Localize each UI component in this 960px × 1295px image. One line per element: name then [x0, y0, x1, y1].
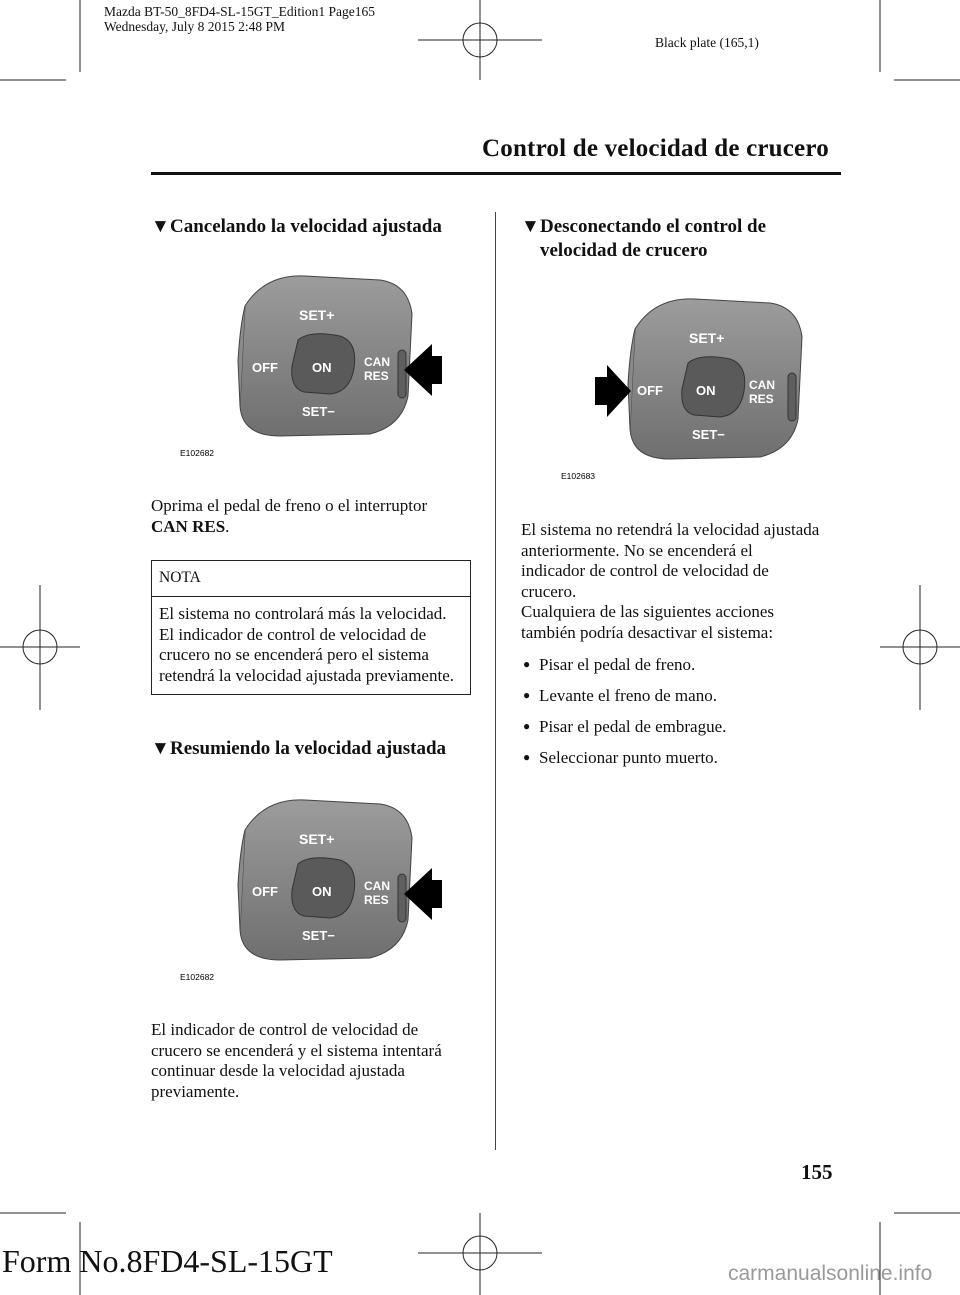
- date-line: Wednesday, July 8 2015 2:48 PM: [104, 19, 286, 34]
- pointer-arrow-icon: [595, 365, 631, 417]
- set-minus-label: SET−: [302, 928, 335, 943]
- bullet-dot-icon: ●: [523, 688, 531, 702]
- cruise-switch-illustration: [170, 790, 455, 990]
- note-box: [151, 560, 471, 695]
- cruise-switch-illustration: [170, 266, 455, 466]
- list-item-text: Pisar el pedal de embrague.: [539, 717, 727, 736]
- figure-disconnect: [555, 295, 840, 495]
- section-title: Control de velocidad de crucero: [482, 135, 829, 162]
- bullet-dot-icon: ●: [523, 750, 531, 764]
- bullet-dot-icon: ●: [523, 657, 531, 671]
- heading-disconnect: [521, 215, 841, 263]
- triangle-down-icon: ▼: [521, 216, 540, 237]
- set-plus-label: SET+: [299, 307, 335, 323]
- list-item: [523, 685, 823, 716]
- file-info-line: Mazda BT-50_8FD4-SL-15GT_Edition1 Page165: [104, 4, 375, 19]
- heading-disconnect-line1: Desconectando el control de: [540, 216, 767, 237]
- note-heading: NOTA: [152, 561, 470, 597]
- off-label: OFF: [252, 884, 278, 899]
- res-label: RES: [364, 893, 389, 907]
- set-plus-label: SET+: [689, 330, 725, 346]
- plate-label: Black plate (165,1): [655, 35, 759, 50]
- on-label: ON: [312, 360, 332, 375]
- paragraph-cancel: [151, 496, 471, 537]
- column-divider: [495, 212, 496, 1150]
- on-label: ON: [696, 383, 716, 398]
- note-body: El sistema no controlará más la velocidad. El indicador de control de velocidad de crucero no se encenderá pero el sistema retendrá la velocidad ajustada previamente.: [159, 604, 454, 685]
- heading-resume-text: Resumiendo la velocidad ajustada: [170, 738, 447, 759]
- figure-resume: [170, 790, 455, 990]
- list-item-text: Pisar el pedal de freno.: [539, 655, 696, 674]
- paragraph-disconnect: El sistema no retendrá la velocidad ajustada anteriormente. No se encenderá el indicador de control de velocidad de crucero.: [521, 520, 820, 601]
- paragraph-actions: Cualquiera de las siguientes acciones también podría desactivar el sistema:: [521, 602, 775, 642]
- paragraph-cancel-end: .: [225, 516, 230, 536]
- bullet-dot-icon: ●: [523, 719, 531, 733]
- paragraph-resume: El indicador de control de velocidad de crucero se encenderá y el sistema intentará continuar desde la velocidad ajustada previamente.: [151, 1020, 442, 1101]
- list-item: [523, 716, 823, 747]
- list-item: [523, 654, 823, 685]
- triangle-down-icon: ▼: [151, 738, 170, 759]
- off-label: OFF: [637, 383, 663, 398]
- heading-cancel-text: Cancelando la velocidad ajustada: [170, 216, 442, 237]
- bullet-list: [523, 654, 823, 778]
- cruise-switch-illustration: [555, 295, 840, 495]
- figure-cancel: [170, 266, 455, 466]
- watermark: carmanualsonline.info: [728, 1262, 933, 1285]
- heading-disconnect-line2: velocidad de crucero: [540, 240, 708, 261]
- set-minus-label: SET−: [692, 427, 725, 442]
- form-number: Form No.8FD4-SL-15GT: [2, 1243, 333, 1279]
- list-item: [523, 747, 823, 778]
- res-label: RES: [749, 392, 774, 406]
- on-label: ON: [312, 884, 332, 899]
- title-rule: [151, 172, 841, 175]
- off-label: OFF: [252, 360, 278, 375]
- can-label: CAN: [364, 355, 390, 369]
- heading-resume: [151, 737, 481, 761]
- can-res-bold: CAN RES: [151, 516, 226, 536]
- list-item-text: Levante el freno de mano.: [539, 686, 717, 705]
- can-label: CAN: [364, 879, 390, 893]
- set-plus-label: SET+: [299, 831, 335, 847]
- can-label: CAN: [749, 378, 775, 392]
- paragraph-cancel-text: Oprima el pedal de freno o el interruptor: [151, 496, 428, 515]
- set-minus-label: SET−: [302, 404, 335, 419]
- triangle-down-icon: ▼: [151, 216, 170, 237]
- figure-code: E102683: [561, 471, 596, 481]
- page-number: 155: [801, 1160, 833, 1184]
- figure-code: E102682: [180, 448, 215, 458]
- figure-code: E102682: [180, 972, 215, 982]
- res-label: RES: [364, 369, 389, 383]
- heading-cancel: [151, 215, 481, 239]
- list-item-text: Seleccionar punto muerto.: [539, 748, 718, 767]
